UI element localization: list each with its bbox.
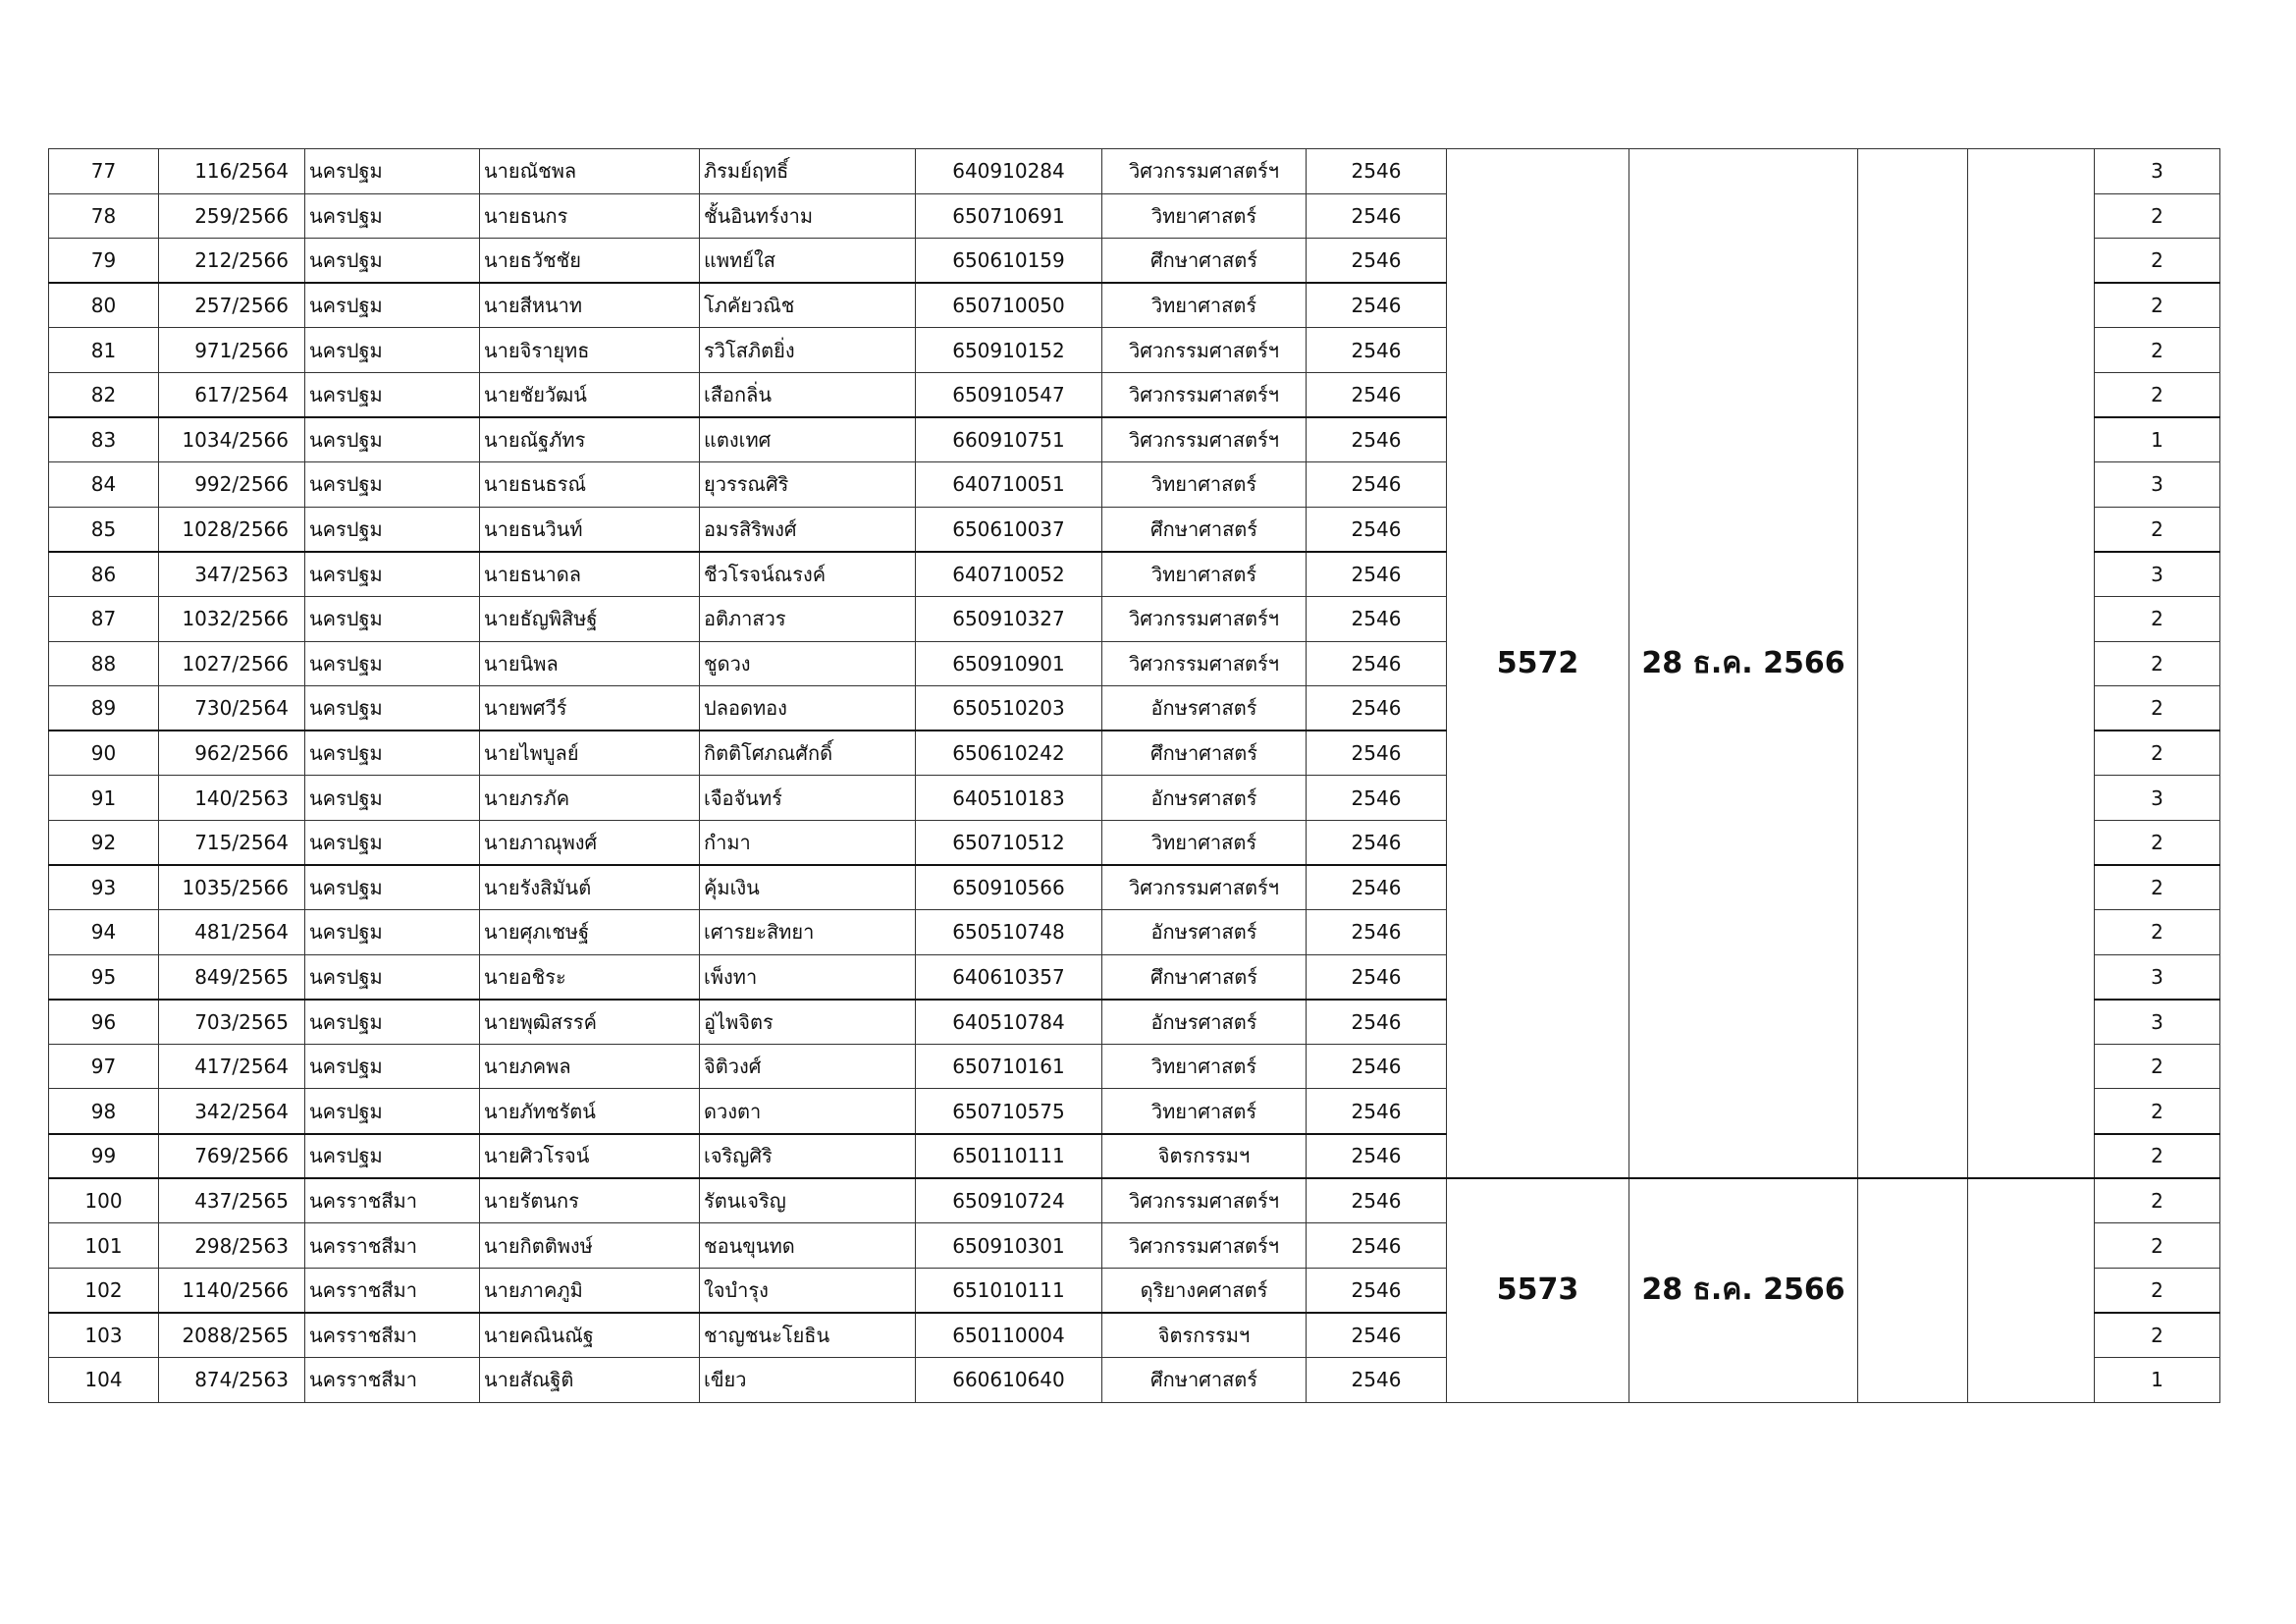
faculty-cell: ศึกษาศาสตร์ bbox=[1102, 731, 1307, 776]
student-id-cell: 650110111 bbox=[916, 1134, 1102, 1179]
birth-year-cell: 2546 bbox=[1307, 462, 1447, 508]
empty-merged-cell bbox=[1968, 1178, 2095, 1402]
birth-year-cell: 2546 bbox=[1307, 910, 1447, 955]
province-cell: นครปฐม bbox=[305, 820, 480, 865]
count-cell: 2 bbox=[2095, 328, 2220, 373]
first-name-cell: นายนิพล bbox=[480, 641, 700, 686]
row-number-cell: 100 bbox=[49, 1178, 159, 1223]
first-name-cell: นายรัตนกร bbox=[480, 1178, 700, 1223]
student-id-cell: 650910566 bbox=[916, 865, 1102, 910]
empty-merged-cell bbox=[1858, 149, 1968, 1179]
province-cell: นครปฐม bbox=[305, 686, 480, 731]
reference-number-cell: 874/2563 bbox=[159, 1358, 305, 1403]
first-name-cell: นายธวัชชัย bbox=[480, 239, 700, 284]
last-name-cell: อู่ไพจิตร bbox=[700, 1000, 916, 1045]
first-name-cell: นายคณินณัฐ bbox=[480, 1313, 700, 1358]
reference-number-cell: 769/2566 bbox=[159, 1134, 305, 1179]
birth-year-cell: 2546 bbox=[1307, 372, 1447, 417]
count-cell: 2 bbox=[2095, 1089, 2220, 1134]
first-name-cell: นายพุฒิสรรค์ bbox=[480, 1000, 700, 1045]
province-cell: นครราชสีมา bbox=[305, 1313, 480, 1358]
first-name-cell: นายอชิระ bbox=[480, 954, 700, 1000]
reference-number-cell: 1140/2566 bbox=[159, 1268, 305, 1313]
row-number-cell: 80 bbox=[49, 283, 159, 328]
count-cell: 2 bbox=[2095, 731, 2220, 776]
birth-year-cell: 2546 bbox=[1307, 239, 1447, 284]
first-name-cell: นายภคพล bbox=[480, 1044, 700, 1089]
province-cell: นครปฐม bbox=[305, 731, 480, 776]
row-number-cell: 95 bbox=[49, 954, 159, 1000]
count-cell: 2 bbox=[2095, 507, 2220, 552]
last-name-cell: ชีวโรจน์ณรงค์ bbox=[700, 552, 916, 597]
birth-year-cell: 2546 bbox=[1307, 686, 1447, 731]
row-number-cell: 89 bbox=[49, 686, 159, 731]
first-name-cell: นายธนกร bbox=[480, 193, 700, 239]
faculty-cell: วิศวกรรมศาสตร์ฯ bbox=[1102, 417, 1307, 462]
last-name-cell: เจริญศิริ bbox=[700, 1134, 916, 1179]
row-number-cell: 85 bbox=[49, 507, 159, 552]
reference-number-cell: 259/2566 bbox=[159, 193, 305, 239]
row-number-cell: 101 bbox=[49, 1223, 159, 1269]
row-number-cell: 88 bbox=[49, 641, 159, 686]
student-id-cell: 660610640 bbox=[916, 1358, 1102, 1403]
reference-number-cell: 257/2566 bbox=[159, 283, 305, 328]
first-name-cell: นายธนาดล bbox=[480, 552, 700, 597]
reference-number-cell: 730/2564 bbox=[159, 686, 305, 731]
province-cell: นครปฐม bbox=[305, 910, 480, 955]
faculty-cell: อักษรศาสตร์ bbox=[1102, 910, 1307, 955]
first-name-cell: นายณัฐภัทร bbox=[480, 417, 700, 462]
faculty-cell: ศึกษาศาสตร์ bbox=[1102, 239, 1307, 284]
first-name-cell: นายศุภเชษฐ์ bbox=[480, 910, 700, 955]
count-cell: 3 bbox=[2095, 954, 2220, 1000]
row-number-cell: 77 bbox=[49, 149, 159, 194]
student-id-cell: 650110004 bbox=[916, 1313, 1102, 1358]
province-cell: นครปฐม bbox=[305, 239, 480, 284]
first-name-cell: นายภาณุพงศ์ bbox=[480, 820, 700, 865]
student-id-cell: 640510183 bbox=[916, 776, 1102, 821]
province-cell: นครปฐม bbox=[305, 372, 480, 417]
student-id-cell: 650710161 bbox=[916, 1044, 1102, 1089]
province-cell: นครราชสีมา bbox=[305, 1178, 480, 1223]
province-cell: นครปฐม bbox=[305, 552, 480, 597]
birth-year-cell: 2546 bbox=[1307, 1134, 1447, 1179]
reference-number-cell: 1032/2566 bbox=[159, 596, 305, 641]
last-name-cell: คุ้มเงิน bbox=[700, 865, 916, 910]
province-cell: นครปฐม bbox=[305, 776, 480, 821]
count-cell: 2 bbox=[2095, 686, 2220, 731]
reference-number-cell: 417/2564 bbox=[159, 1044, 305, 1089]
first-name-cell: นายกิตติพงษ์ bbox=[480, 1223, 700, 1269]
faculty-cell: วิศวกรรมศาสตร์ฯ bbox=[1102, 328, 1307, 373]
row-number-cell: 91 bbox=[49, 776, 159, 821]
faculty-cell: วิทยาศาสตร์ bbox=[1102, 462, 1307, 508]
faculty-cell: ศึกษาศาสตร์ bbox=[1102, 1358, 1307, 1403]
reference-number-cell: 617/2564 bbox=[159, 372, 305, 417]
first-name-cell: นายธัญพิสิษฐ์ bbox=[480, 596, 700, 641]
reference-number-cell: 962/2566 bbox=[159, 731, 305, 776]
first-name-cell: นายไพบูลย์ bbox=[480, 731, 700, 776]
row-number-cell: 86 bbox=[49, 552, 159, 597]
row-number-cell: 78 bbox=[49, 193, 159, 239]
row-number-cell: 102 bbox=[49, 1268, 159, 1313]
last-name-cell: เจือจันทร์ bbox=[700, 776, 916, 821]
student-id-cell: 660910751 bbox=[916, 417, 1102, 462]
birth-year-cell: 2546 bbox=[1307, 1178, 1447, 1223]
student-id-cell: 650910327 bbox=[916, 596, 1102, 641]
last-name-cell: อติภาสวร bbox=[700, 596, 916, 641]
province-cell: นครปฐม bbox=[305, 865, 480, 910]
count-cell: 2 bbox=[2095, 596, 2220, 641]
last-name-cell: ชาญชนะโยธิน bbox=[700, 1313, 916, 1358]
first-name-cell: นายชัยวัฒน์ bbox=[480, 372, 700, 417]
count-cell: 2 bbox=[2095, 1134, 2220, 1179]
student-id-cell: 640610357 bbox=[916, 954, 1102, 1000]
last-name-cell: รวิโสภิตยิ่ง bbox=[700, 328, 916, 373]
last-name-cell: ดวงตา bbox=[700, 1089, 916, 1134]
last-name-cell: ชั้นอินทร์งาม bbox=[700, 193, 916, 239]
reference-number-cell: 212/2566 bbox=[159, 239, 305, 284]
empty-merged-cell bbox=[1858, 1178, 1968, 1402]
reference-number-cell: 1035/2566 bbox=[159, 865, 305, 910]
row-number-cell: 98 bbox=[49, 1089, 159, 1134]
faculty-cell: ศึกษาศาสตร์ bbox=[1102, 507, 1307, 552]
birth-year-cell: 2546 bbox=[1307, 417, 1447, 462]
student-id-cell: 650610159 bbox=[916, 239, 1102, 284]
province-cell: นครปฐม bbox=[305, 641, 480, 686]
province-cell: นครปฐม bbox=[305, 1000, 480, 1045]
last-name-cell: แตงเทศ bbox=[700, 417, 916, 462]
last-name-cell: กำมา bbox=[700, 820, 916, 865]
count-cell: 2 bbox=[2095, 865, 2220, 910]
birth-year-cell: 2546 bbox=[1307, 865, 1447, 910]
student-record-table bbox=[48, 148, 2220, 1403]
order-date-cell: 28 ธ.ค. 2566 bbox=[1629, 149, 1858, 1179]
student-id-cell: 650510748 bbox=[916, 910, 1102, 955]
student-id-cell: 650710512 bbox=[916, 820, 1102, 865]
birth-year-cell: 2546 bbox=[1307, 552, 1447, 597]
last-name-cell: เพ็งทา bbox=[700, 954, 916, 1000]
row-number-cell: 82 bbox=[49, 372, 159, 417]
province-cell: นครปฐม bbox=[305, 1044, 480, 1089]
student-id-cell: 650610242 bbox=[916, 731, 1102, 776]
first-name-cell: นายสัณฐิติ bbox=[480, 1358, 700, 1403]
first-name-cell: นายรังสิมันต์ bbox=[480, 865, 700, 910]
last-name-cell: จิติวงศ์ bbox=[700, 1044, 916, 1089]
student-id-cell: 640710052 bbox=[916, 552, 1102, 597]
last-name-cell: รัตนเจริญ bbox=[700, 1178, 916, 1223]
count-cell: 2 bbox=[2095, 910, 2220, 955]
last-name-cell: ยุวรรณศิริ bbox=[700, 462, 916, 508]
faculty-cell: วิทยาศาสตร์ bbox=[1102, 1044, 1307, 1089]
student-id-cell: 650910547 bbox=[916, 372, 1102, 417]
first-name-cell: นายภรภัค bbox=[480, 776, 700, 821]
faculty-cell: จิตรกรรมฯ bbox=[1102, 1313, 1307, 1358]
first-name-cell: นายณัชพล bbox=[480, 149, 700, 194]
faculty-cell: วิทยาศาสตร์ bbox=[1102, 552, 1307, 597]
birth-year-cell: 2546 bbox=[1307, 641, 1447, 686]
row-number-cell: 96 bbox=[49, 1000, 159, 1045]
count-cell: 3 bbox=[2095, 462, 2220, 508]
first-name-cell: นายศิวโรจน์ bbox=[480, 1134, 700, 1179]
faculty-cell: วิศวกรรมศาสตร์ฯ bbox=[1102, 865, 1307, 910]
count-cell: 1 bbox=[2095, 417, 2220, 462]
reference-number-cell: 1027/2566 bbox=[159, 641, 305, 686]
reference-number-cell: 2088/2565 bbox=[159, 1313, 305, 1358]
count-cell: 2 bbox=[2095, 1178, 2220, 1223]
province-cell: นครปฐม bbox=[305, 417, 480, 462]
province-cell: นครปฐม bbox=[305, 1134, 480, 1179]
reference-number-cell: 1034/2566 bbox=[159, 417, 305, 462]
first-name-cell: นายธนธรณ์ bbox=[480, 462, 700, 508]
province-cell: นครปฐม bbox=[305, 149, 480, 194]
last-name-cell: เสือกลิ่น bbox=[700, 372, 916, 417]
row-number-cell: 99 bbox=[49, 1134, 159, 1179]
reference-number-cell: 703/2565 bbox=[159, 1000, 305, 1045]
count-cell: 2 bbox=[2095, 1268, 2220, 1313]
birth-year-cell: 2546 bbox=[1307, 1223, 1447, 1269]
last-name-cell: ชูดวง bbox=[700, 641, 916, 686]
row-number-cell: 93 bbox=[49, 865, 159, 910]
reference-number-cell: 992/2566 bbox=[159, 462, 305, 508]
last-name-cell: กิตติโศภณศักดิ์ bbox=[700, 731, 916, 776]
student-id-cell: 640910284 bbox=[916, 149, 1102, 194]
count-cell: 2 bbox=[2095, 1313, 2220, 1358]
birth-year-cell: 2546 bbox=[1307, 596, 1447, 641]
last-name-cell: เศารยะสิทยา bbox=[700, 910, 916, 955]
first-name-cell: นายภาคภูมิ bbox=[480, 1268, 700, 1313]
province-cell: นครปฐม bbox=[305, 596, 480, 641]
student-id-cell: 650910724 bbox=[916, 1178, 1102, 1223]
reference-number-cell: 971/2566 bbox=[159, 328, 305, 373]
last-name-cell: แพทย์ใส bbox=[700, 239, 916, 284]
faculty-cell: ดุริยางคศาสตร์ bbox=[1102, 1268, 1307, 1313]
row-number-cell: 81 bbox=[49, 328, 159, 373]
count-cell: 2 bbox=[2095, 820, 2220, 865]
student-id-cell: 650710050 bbox=[916, 283, 1102, 328]
row-number-cell: 92 bbox=[49, 820, 159, 865]
faculty-cell: วิศวกรรมศาสตร์ฯ bbox=[1102, 372, 1307, 417]
reference-number-cell: 116/2564 bbox=[159, 149, 305, 194]
reference-number-cell: 1028/2566 bbox=[159, 507, 305, 552]
row-number-cell: 84 bbox=[49, 462, 159, 508]
reference-number-cell: 715/2564 bbox=[159, 820, 305, 865]
faculty-cell: วิทยาศาสตร์ bbox=[1102, 193, 1307, 239]
last-name-cell: ใจบำรุง bbox=[700, 1268, 916, 1313]
reference-number-cell: 347/2563 bbox=[159, 552, 305, 597]
count-cell: 2 bbox=[2095, 239, 2220, 284]
province-cell: นครปฐม bbox=[305, 462, 480, 508]
last-name-cell: ภิรมย์ฤทธิ์ bbox=[700, 149, 916, 194]
birth-year-cell: 2546 bbox=[1307, 1268, 1447, 1313]
count-cell: 3 bbox=[2095, 776, 2220, 821]
first-name-cell: นายธนวินท์ bbox=[480, 507, 700, 552]
faculty-cell: วิศวกรรมศาสตร์ฯ bbox=[1102, 1178, 1307, 1223]
last-name-cell: เขียว bbox=[700, 1358, 916, 1403]
faculty-cell: วิศวกรรมศาสตร์ฯ bbox=[1102, 596, 1307, 641]
count-cell: 1 bbox=[2095, 1358, 2220, 1403]
count-cell: 2 bbox=[2095, 283, 2220, 328]
province-cell: นครปฐม bbox=[305, 507, 480, 552]
faculty-cell: วิศวกรรมศาสตร์ฯ bbox=[1102, 149, 1307, 194]
order-number-cell: 5573 bbox=[1447, 1178, 1629, 1402]
last-name-cell: ชอนขุนทด bbox=[700, 1223, 916, 1269]
table-row bbox=[49, 149, 2220, 194]
reference-number-cell: 849/2565 bbox=[159, 954, 305, 1000]
row-number-cell: 97 bbox=[49, 1044, 159, 1089]
birth-year-cell: 2546 bbox=[1307, 283, 1447, 328]
birth-year-cell: 2546 bbox=[1307, 776, 1447, 821]
faculty-cell: อักษรศาสตร์ bbox=[1102, 686, 1307, 731]
count-cell: 2 bbox=[2095, 641, 2220, 686]
reference-number-cell: 298/2563 bbox=[159, 1223, 305, 1269]
province-cell: นครปฐม bbox=[305, 283, 480, 328]
student-id-cell: 650910301 bbox=[916, 1223, 1102, 1269]
count-cell: 2 bbox=[2095, 1223, 2220, 1269]
row-number-cell: 104 bbox=[49, 1358, 159, 1403]
faculty-cell: วิศวกรรมศาสตร์ฯ bbox=[1102, 641, 1307, 686]
row-number-cell: 90 bbox=[49, 731, 159, 776]
count-cell: 2 bbox=[2095, 1044, 2220, 1089]
faculty-cell: วิทยาศาสตร์ bbox=[1102, 820, 1307, 865]
province-cell: นครราชสีมา bbox=[305, 1223, 480, 1269]
row-number-cell: 87 bbox=[49, 596, 159, 641]
faculty-cell: อักษรศาสตร์ bbox=[1102, 1000, 1307, 1045]
table-row bbox=[49, 1178, 2220, 1223]
count-cell: 2 bbox=[2095, 372, 2220, 417]
faculty-cell: วิศวกรรมศาสตร์ฯ bbox=[1102, 1223, 1307, 1269]
student-id-cell: 650610037 bbox=[916, 507, 1102, 552]
student-id-cell: 640710051 bbox=[916, 462, 1102, 508]
reference-number-cell: 140/2563 bbox=[159, 776, 305, 821]
row-number-cell: 79 bbox=[49, 239, 159, 284]
row-number-cell: 94 bbox=[49, 910, 159, 955]
faculty-cell: วิทยาศาสตร์ bbox=[1102, 283, 1307, 328]
last-name-cell: โภคัยวณิช bbox=[700, 283, 916, 328]
empty-merged-cell bbox=[1968, 149, 2095, 1179]
student-id-cell: 651010111 bbox=[916, 1268, 1102, 1313]
birth-year-cell: 2546 bbox=[1307, 193, 1447, 239]
student-id-cell: 650510203 bbox=[916, 686, 1102, 731]
reference-number-cell: 481/2564 bbox=[159, 910, 305, 955]
faculty-cell: ศึกษาศาสตร์ bbox=[1102, 954, 1307, 1000]
province-cell: นครปฐม bbox=[305, 328, 480, 373]
birth-year-cell: 2546 bbox=[1307, 507, 1447, 552]
faculty-cell: จิตรกรรมฯ bbox=[1102, 1134, 1307, 1179]
last-name-cell: ปลอดทอง bbox=[700, 686, 916, 731]
birth-year-cell: 2546 bbox=[1307, 1044, 1447, 1089]
order-number-cell: 5572 bbox=[1447, 149, 1629, 1179]
province-cell: นครปฐม bbox=[305, 1089, 480, 1134]
count-cell: 2 bbox=[2095, 193, 2220, 239]
order-date-cell: 28 ธ.ค. 2566 bbox=[1629, 1178, 1858, 1402]
birth-year-cell: 2546 bbox=[1307, 328, 1447, 373]
count-cell: 3 bbox=[2095, 149, 2220, 194]
row-number-cell: 103 bbox=[49, 1313, 159, 1358]
first-name-cell: นายพศวีร์ bbox=[480, 686, 700, 731]
student-id-cell: 640510784 bbox=[916, 1000, 1102, 1045]
birth-year-cell: 2546 bbox=[1307, 1000, 1447, 1045]
reference-number-cell: 437/2565 bbox=[159, 1178, 305, 1223]
first-name-cell: นายจิรายุทธ bbox=[480, 328, 700, 373]
birth-year-cell: 2546 bbox=[1307, 1089, 1447, 1134]
birth-year-cell: 2546 bbox=[1307, 820, 1447, 865]
province-cell: นครปฐม bbox=[305, 193, 480, 239]
province-cell: นครปฐม bbox=[305, 954, 480, 1000]
faculty-cell: อักษรศาสตร์ bbox=[1102, 776, 1307, 821]
student-id-cell: 650710691 bbox=[916, 193, 1102, 239]
birth-year-cell: 2546 bbox=[1307, 954, 1447, 1000]
student-id-cell: 650910901 bbox=[916, 641, 1102, 686]
reference-number-cell: 342/2564 bbox=[159, 1089, 305, 1134]
province-cell: นครราชสีมา bbox=[305, 1268, 480, 1313]
birth-year-cell: 2546 bbox=[1307, 1358, 1447, 1403]
first-name-cell: นายภัทชรัตน์ bbox=[480, 1089, 700, 1134]
last-name-cell: อมรสิริพงศ์ bbox=[700, 507, 916, 552]
birth-year-cell: 2546 bbox=[1307, 731, 1447, 776]
birth-year-cell: 2546 bbox=[1307, 1313, 1447, 1358]
faculty-cell: วิทยาศาสตร์ bbox=[1102, 1089, 1307, 1134]
birth-year-cell: 2546 bbox=[1307, 149, 1447, 194]
student-id-cell: 650710575 bbox=[916, 1089, 1102, 1134]
count-cell: 3 bbox=[2095, 552, 2220, 597]
province-cell: นครราชสีมา bbox=[305, 1358, 480, 1403]
student-id-cell: 650910152 bbox=[916, 328, 1102, 373]
row-number-cell: 83 bbox=[49, 417, 159, 462]
first-name-cell: นายสีหนาท bbox=[480, 283, 700, 328]
count-cell: 3 bbox=[2095, 1000, 2220, 1045]
